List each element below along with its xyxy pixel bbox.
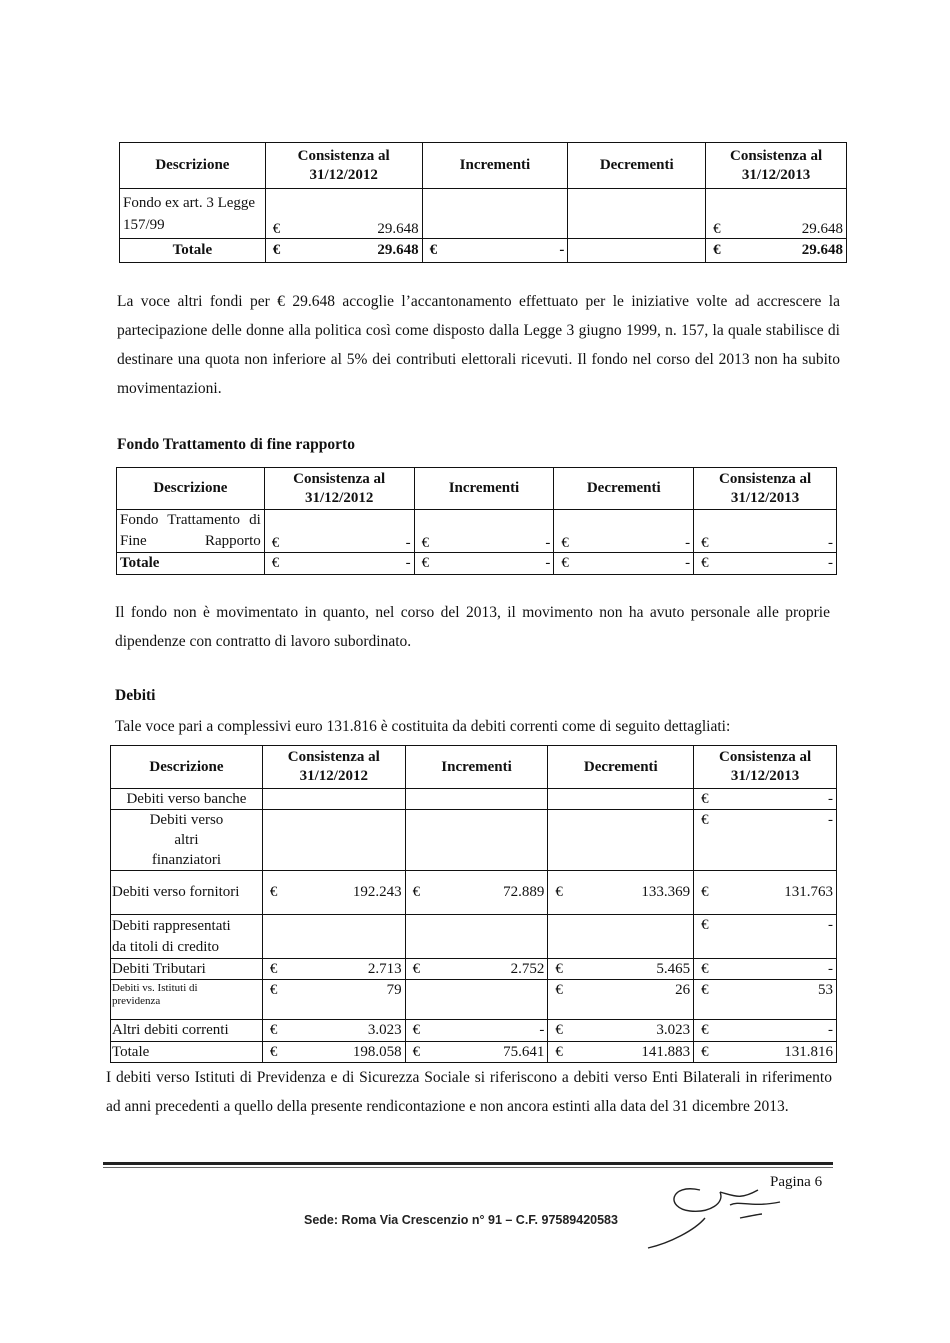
currency-symbol: € [412,1043,421,1060]
header-decrementi: Decrementi [568,143,706,189]
table-debiti [110,745,837,1063]
value-c2012: 2.713 [367,960,402,977]
table-total-row [117,553,837,575]
currency-symbol: € [701,1043,709,1060]
header-incrementi: Incrementi [405,746,548,789]
currency-symbol: € [269,1043,278,1060]
value-inc: 72.889 [503,884,545,900]
currency-symbol: € [701,917,709,933]
currency-symbol: € [701,555,709,571]
intro-debiti: Tale voce pari a complessivi euro 131.816 è costituita da debiti correnti come di seguito dettagliati: [115,718,731,735]
table-row [111,789,837,810]
value-c2013: - [828,812,833,828]
total-inc: 75.641 [503,1043,545,1060]
total-c2012: 29.648 [377,242,419,258]
row-desc: Debiti rappresentati da titoli di credito [111,915,263,959]
value-inc [405,789,548,810]
header-incrementi: Incrementi [422,143,568,189]
total-inc: - [545,555,551,571]
currency-symbol: € [701,982,709,998]
footer-address: Sede: Roma Via Crescenzio n° 91 – C.F. 97589420583 [304,1213,618,1227]
total-c2012: - [405,555,411,571]
row-desc: Debiti Tributari [111,959,263,980]
total-label: Totale [117,553,265,575]
table-row [111,915,837,959]
currency-symbol: € [701,960,709,977]
currency-symbol: € [561,535,569,551]
header-consistenza-2013: Consistenza al 31/12/2013 [694,468,837,510]
currency-symbol: € [269,960,278,977]
header-descrizione: Descrizione [120,143,266,189]
currency-symbol: € [429,242,438,258]
heading-debiti: Debiti [115,687,156,704]
paragraph-debiti: I debiti verso Istituti di Previdenza e di Sicurezza Sociale si riferiscono a debiti verso Enti Bilaterali in riferimento ad anni precedenti a quello della presente rendicontazione e non ancora estinti alla data del 31 dicembre 2013. [106,1069,832,1115]
value-dec [568,189,706,239]
currency-symbol: € [555,982,563,998]
currency-symbol: € [555,1043,563,1060]
header-decrementi: Decrementi [554,468,694,510]
table-fondo-tfr [116,467,837,575]
row-desc: Debiti verso altri finanziatori [111,810,263,871]
row-desc: Altri debiti correnti [111,1020,263,1042]
value-inc [422,189,568,239]
value-inc: - [539,1022,545,1038]
table-row [120,189,847,239]
value-dec [548,789,694,810]
header-decrementi: Decrementi [548,746,694,789]
currency-symbol: € [561,555,569,571]
row-desc: Debiti verso banche [111,789,263,810]
heading-fondo-tfr: Fondo Trattamento di fine rapporto [117,436,355,453]
header-consistenza-2012: Consistenza al 31/12/2012 [265,143,422,189]
paragraph-altri-fondi: La voce altri fondi per € 29.648 accoglie l’accantonamento effettuato per le iniziative volte ad accrescere la partecipazione delle donne alla politica così come disposto dalla Legge 3 giugno 1999, n. 157, la quale stabilisce di destinare una quota non inferiore al 5% dei contributi elettorali ricevuti. Il fondo nel corso del 2013 non ha subito movimentazioni. [117,293,840,397]
total-dec [568,239,706,263]
value-dec: 26 [675,982,691,998]
value-c2013: - [828,960,833,977]
table-row [111,1020,837,1042]
value-c2013: 53 [818,982,833,998]
total-label: Totale [120,239,266,263]
value-c2013: 131.763 [784,884,833,900]
page-number: Pagina 6 [770,1174,823,1190]
signature-mark [640,1178,790,1253]
currency-symbol: € [271,555,280,571]
total-label: Totale [111,1042,263,1063]
value-dec [548,810,694,871]
value-c2012: 192.243 [352,884,402,900]
paragraph-fondo-tfr: Il fondo non è movimentato in quanto, nel corso del 2013, il movimento non ha avuto personale alle proprie dipendenze con contratto di lavoro subordinato. [115,604,830,650]
value-c2012 [262,915,405,959]
table-total-row [111,1042,837,1063]
total-dec: - [685,555,691,571]
currency-symbol: € [555,1022,563,1038]
value-dec: - [685,535,691,551]
row-desc: Debiti verso fornitori [111,871,263,915]
value-c2013: 29.648 [801,221,843,237]
currency-symbol: € [555,960,563,977]
currency-symbol: € [701,812,709,828]
value-c2012: 29.648 [377,221,419,237]
table-row [111,871,837,915]
value-c2013: - [828,917,833,933]
value-dec: 133.369 [641,884,691,900]
header-consistenza-2013: Consistenza al 31/12/2013 [706,143,847,189]
table-row [117,510,837,553]
header-consistenza-2012: Consistenza al 31/12/2012 [262,746,405,789]
value-inc [405,980,548,1020]
value-inc: - [545,535,551,551]
value-c2012: 3.023 [367,1022,402,1038]
currency-symbol: € [269,1022,278,1038]
value-dec: 3.023 [656,1022,691,1038]
row-desc: Debiti vs. Istituti di previdenza [111,980,263,1020]
currency-symbol: € [701,790,709,807]
header-incrementi: Incrementi [414,468,554,510]
value-c2013: - [828,1022,833,1038]
currency-symbol: € [412,884,421,900]
total-c2013: 131.816 [784,1043,833,1060]
value-inc [405,915,548,959]
footer-rule-thin [103,1167,833,1168]
currency-symbol: € [713,221,721,237]
header-descrizione: Descrizione [111,746,263,789]
value-inc [405,810,548,871]
table-row [111,810,837,871]
row-desc: Fondo Trattamento di Fine Rapporto [117,510,265,553]
value-c2012: 79 [386,982,402,998]
currency-symbol: € [271,535,280,551]
value-dec: 5.465 [656,960,691,977]
value-c2012 [262,810,405,871]
currency-symbol: € [412,960,421,977]
currency-symbol: € [269,982,278,998]
footer-rule [103,1162,833,1165]
total-c2013: 29.648 [801,242,843,258]
table-row [111,980,837,1020]
header-consistenza-2012: Consistenza al 31/12/2012 [264,468,414,510]
row-desc: Fondo ex art. 3 Legge 157/99 [120,189,266,239]
currency-symbol: € [421,555,430,571]
currency-symbol: € [412,1022,421,1038]
value-c2013: - [828,535,833,551]
value-c2013: - [828,790,833,807]
table-total-row [120,239,847,263]
table-row [111,959,837,980]
value-c2012: - [405,535,411,551]
currency-symbol: € [272,221,281,237]
currency-symbol: € [555,884,563,900]
currency-symbol: € [269,884,278,900]
total-dec: 141.883 [641,1043,691,1060]
value-inc: 2.752 [510,960,545,977]
currency-symbol: € [713,242,721,258]
currency-symbol: € [421,535,430,551]
currency-symbol: € [272,242,281,258]
header-consistenza-2013: Consistenza al 31/12/2013 [694,746,837,789]
total-c2013: - [828,555,833,571]
value-c2012 [262,789,405,810]
table-altri-fondi [119,142,847,263]
currency-symbol: € [701,884,709,900]
currency-symbol: € [701,535,709,551]
total-inc: - [559,242,565,258]
header-descrizione: Descrizione [117,468,265,510]
total-c2012: 198.058 [352,1043,402,1060]
currency-symbol: € [701,1022,709,1038]
value-dec [548,915,694,959]
